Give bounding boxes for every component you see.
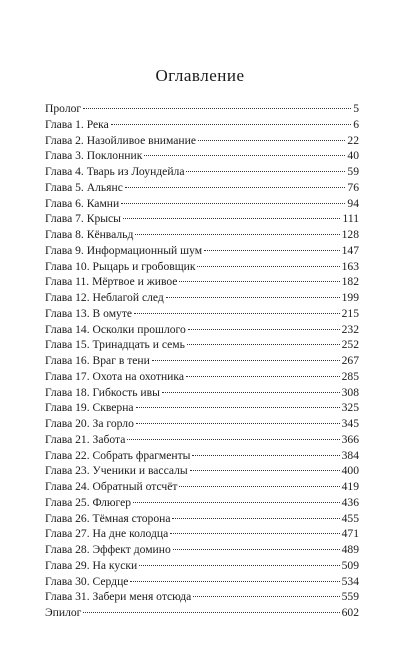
toc-entry bbox=[45, 605, 359, 621]
toc-entry bbox=[45, 558, 359, 574]
toc-entry-page-number: 199 bbox=[341, 291, 359, 304]
toc-entry bbox=[45, 259, 359, 275]
toc-entry bbox=[45, 574, 359, 590]
toc-entry bbox=[45, 479, 359, 495]
toc-entry bbox=[45, 274, 359, 290]
toc-dot-leader bbox=[186, 171, 345, 172]
toc-dot-leader bbox=[188, 329, 340, 330]
toc-dot-leader bbox=[83, 108, 351, 109]
toc-entry-label: Глава 18. Гибкость ивы bbox=[45, 385, 160, 399]
toc-dot-leader bbox=[152, 360, 340, 361]
toc-dot-leader bbox=[192, 455, 339, 456]
toc-entry-label: Глава 10. Рыцарь и гробовщик bbox=[45, 259, 196, 273]
toc-dot-leader bbox=[144, 155, 345, 156]
toc-entry-label: Глава 25. Флюгер bbox=[45, 495, 132, 509]
toc-dot-leader bbox=[135, 234, 339, 235]
toc-entry bbox=[45, 196, 359, 212]
toc-entry bbox=[45, 416, 359, 432]
toc-entry bbox=[45, 227, 359, 243]
toc-entry-page-number: 215 bbox=[341, 306, 359, 320]
toc-entry bbox=[45, 164, 359, 180]
toc-dot-leader bbox=[172, 518, 339, 519]
toc-entry bbox=[45, 385, 359, 401]
toc-entry-page-number: 366 bbox=[341, 432, 359, 446]
toc-entry bbox=[45, 400, 359, 416]
toc-entry-label: Глава 23. Ученики и вассалы bbox=[45, 464, 188, 478]
toc-entry-page-number: 534 bbox=[341, 574, 359, 588]
toc-dot-leader bbox=[170, 533, 339, 534]
toc-entry-page-number: 163 bbox=[341, 259, 359, 273]
toc-entry-page-number: 325 bbox=[341, 401, 359, 415]
toc-dot-leader bbox=[166, 297, 340, 298]
toc-entry-page-number: 285 bbox=[341, 369, 359, 383]
toc-entry-page-number: 252 bbox=[341, 338, 359, 352]
toc-entry-label: Глава 27. На дне колодца bbox=[45, 527, 169, 541]
toc-dot-leader bbox=[130, 581, 339, 582]
toc-entry-label: Глава 22. Собрать фрагменты bbox=[45, 448, 191, 462]
toc-entry-label: Глава 6. Камни bbox=[45, 196, 120, 210]
toc-entry bbox=[45, 432, 359, 448]
toc-entry-page-number: 267 bbox=[341, 354, 359, 367]
toc-dot-leader bbox=[179, 281, 339, 282]
toc-entry-page-number: 455 bbox=[341, 511, 359, 525]
toc-dot-leader bbox=[204, 250, 340, 251]
toc-dot-leader bbox=[136, 407, 340, 408]
toc-entry bbox=[45, 495, 359, 511]
toc-entry-label: Глава 21. Забота bbox=[45, 432, 126, 446]
toc-entry bbox=[45, 133, 359, 149]
toc-entry-label: Глава 28. Эффект домино bbox=[45, 543, 171, 556]
toc-entry-label: Глава 15. Тринадцать и семь bbox=[45, 338, 185, 352]
toc-entry-label: Глава 4. Тварь из Лоундейла bbox=[45, 165, 185, 178]
toc-dot-leader bbox=[179, 486, 339, 487]
toc-entry-page-number: 59 bbox=[347, 165, 359, 178]
toc-dot-leader bbox=[139, 565, 339, 566]
toc-dot-leader bbox=[197, 266, 339, 267]
toc-entry-page-number: 489 bbox=[341, 543, 359, 556]
toc-entry-page-number: 308 bbox=[341, 385, 359, 399]
toc-entry bbox=[45, 589, 359, 605]
table-of-contents bbox=[45, 101, 359, 621]
toc-entry-label: Глава 2. Назойливое внимание bbox=[45, 133, 196, 147]
toc-dot-leader bbox=[125, 187, 346, 188]
toc-entry-label: Глава 12. Неблагой след bbox=[45, 291, 164, 304]
toc-dot-leader bbox=[133, 502, 340, 503]
toc-entry bbox=[45, 337, 359, 353]
toc-entry-page-number: 232 bbox=[341, 322, 359, 336]
toc-entry-label: Глава 16. Враг в тени bbox=[45, 354, 150, 367]
toc-entry-page-number: 5 bbox=[353, 102, 359, 115]
toc-dot-leader bbox=[123, 218, 340, 219]
toc-entry bbox=[45, 180, 359, 196]
toc-entry-page-number: 94 bbox=[347, 196, 359, 210]
toc-entry-page-number: 182 bbox=[341, 275, 359, 289]
toc-entry-page-number: 471 bbox=[341, 527, 359, 541]
toc-entry-label: Глава 26. Тёмная сторона bbox=[45, 511, 171, 525]
toc-dot-leader bbox=[111, 124, 351, 125]
toc-entry-label: Глава 8. Кёнвальд bbox=[45, 228, 134, 241]
toc-entry-page-number: 76 bbox=[347, 180, 359, 194]
toc-dot-leader bbox=[127, 439, 339, 440]
toc-entry-page-number: 400 bbox=[341, 464, 359, 478]
toc-dot-leader bbox=[134, 313, 340, 314]
toc-entry-label: Глава 20. За горло bbox=[45, 417, 134, 430]
toc-entry-page-number: 6 bbox=[353, 117, 359, 131]
toc-entry-label: Глава 7. Крысы bbox=[45, 212, 121, 226]
toc-entry-page-number: 509 bbox=[341, 558, 359, 572]
toc-entry-label: Глава 17. Охота на охотника bbox=[45, 369, 184, 383]
toc-entry bbox=[45, 526, 359, 542]
toc-dot-leader bbox=[193, 596, 339, 597]
toc-entry-page-number: 22 bbox=[347, 133, 359, 147]
toc-entry bbox=[45, 448, 359, 464]
toc-entry-page-number: 419 bbox=[341, 480, 359, 493]
toc-entry-label: Глава 24. Обратный отсчёт bbox=[45, 480, 178, 493]
toc-entry bbox=[45, 511, 359, 527]
toc-entry-page-number: 147 bbox=[341, 243, 359, 257]
toc-entry-label: Глава 13. В омуте bbox=[45, 306, 133, 320]
toc-entry bbox=[45, 369, 359, 385]
toc-entry bbox=[45, 211, 359, 227]
toc-entry-label: Глава 31. Забери меня отсюда bbox=[45, 590, 192, 604]
toc-entry bbox=[45, 542, 359, 558]
toc-entry-page-number: 559 bbox=[341, 590, 359, 604]
toc-entry bbox=[45, 353, 359, 369]
toc-entry-label: Глава 5. Альянс bbox=[45, 180, 123, 194]
toc-dot-leader bbox=[187, 344, 340, 345]
toc-entry bbox=[45, 148, 359, 164]
toc-entry-label: Глава 30. Сердце bbox=[45, 574, 129, 588]
toc-entry-label: Глава 29. На куски bbox=[45, 558, 138, 572]
toc-entry bbox=[45, 306, 359, 322]
toc-dot-leader bbox=[136, 423, 340, 424]
toc-dot-leader bbox=[173, 549, 340, 550]
toc-entry-label: Глава 14. Осколки прошлого bbox=[45, 322, 186, 336]
page-title: Оглавление bbox=[155, 66, 245, 85]
toc-entry-page-number: 128 bbox=[341, 228, 359, 241]
toc-entry-page-number: 111 bbox=[342, 212, 359, 226]
toc-entry-label: Пролог bbox=[45, 102, 82, 115]
toc-entry bbox=[45, 290, 359, 306]
toc-dot-leader bbox=[186, 376, 340, 377]
toc-entry-label: Эпилог bbox=[45, 606, 82, 619]
toc-dot-leader bbox=[162, 392, 340, 393]
toc-entry bbox=[45, 463, 359, 479]
toc-dot-leader bbox=[121, 203, 345, 204]
toc-dot-leader bbox=[190, 470, 340, 471]
toc-entry bbox=[45, 117, 359, 133]
toc-entry-label: Глава 19. Скверна bbox=[45, 401, 134, 415]
toc-entry-page-number: 436 bbox=[341, 495, 359, 509]
toc-entry bbox=[45, 243, 359, 259]
toc-entry-label: Глава 1. Река bbox=[45, 117, 109, 131]
toc-entry-page-number: 345 bbox=[341, 417, 359, 430]
toc-entry-page-number: 384 bbox=[341, 448, 359, 462]
toc-entry bbox=[45, 101, 359, 117]
toc-entry-page-number: 40 bbox=[347, 149, 359, 163]
toc-entry bbox=[45, 322, 359, 338]
toc-entry-page-number: 602 bbox=[341, 606, 359, 619]
toc-dot-leader bbox=[198, 140, 345, 141]
toc-entry-label: Глава 11. Мёртвое и живое bbox=[45, 275, 178, 289]
toc-entry-label: Глава 3. Поклонник bbox=[45, 149, 143, 163]
toc-entry-label: Глава 9. Информационный шум bbox=[45, 243, 203, 257]
toc-dot-leader bbox=[83, 612, 339, 613]
